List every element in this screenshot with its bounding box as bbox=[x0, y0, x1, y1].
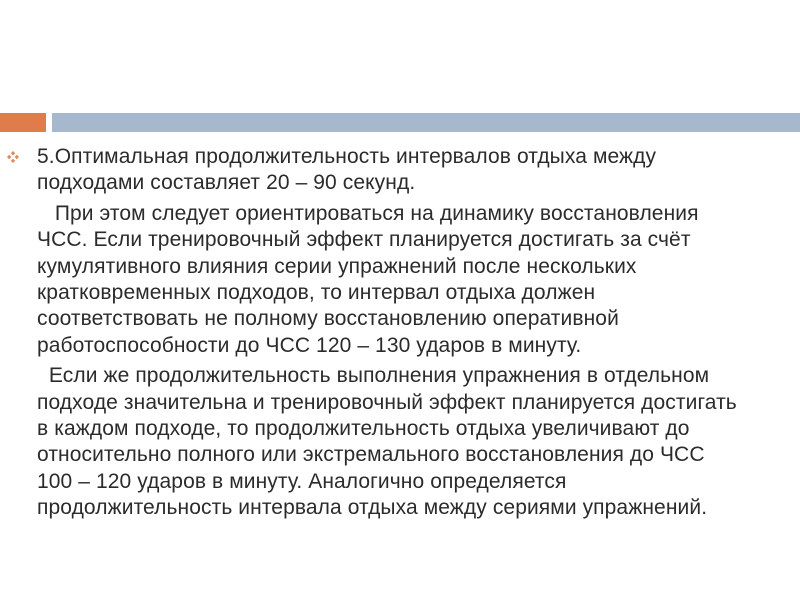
paragraph-3: Если же продолжительность выполнения упражнения в отдельном подходе значительна и тренировочный эффект планируется достигать в каждом подходе, то продолжительность отдыха увеличивают до относительно полного или экстремального восстановления до ЧСС 100 – 120 ударов в минуту. Аналогично определяется продолжительность интервала отдыха между сериями упражнений. bbox=[37, 364, 743, 520]
accent-bar-left bbox=[0, 113, 46, 132]
accent-bar-right bbox=[52, 113, 800, 132]
paragraph-2: При этом следует ориентироваться на динамику восстановления ЧСС. Если тренировочный эффект планируется достигать за счёт кумулятивного влияния серии упражнений после нескольких кратковременных подходов, то интервал отдыха должен соответствовать не полному восстановлению оперативной работоспособности до ЧСС 120 – 130 ударов в минуту. bbox=[37, 201, 705, 357]
diamond-bullet-icon bbox=[6, 150, 20, 164]
paragraph-1: 5.Оптимальная продолжительность интервалов отдыха между подходами составляет 20 – 90 секунд. bbox=[37, 145, 657, 195]
slide-body bbox=[37, 144, 742, 522]
